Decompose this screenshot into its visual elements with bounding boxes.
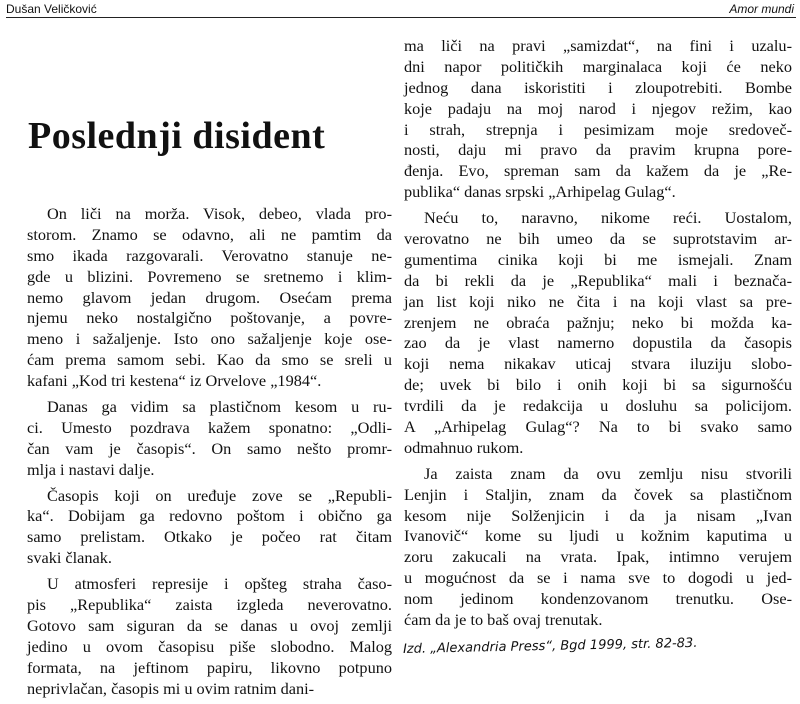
- text-line: U atmosferi represije i opšteg straha časo-: [47, 574, 392, 594]
- paragraph: [404, 208, 792, 459]
- text-line: čan vam je časopis“. On samo nešto promr-: [27, 438, 392, 458]
- text-line: publika“ danas srpski „Arhipelag Gulag“.: [404, 182, 676, 202]
- text-line: meno i sažaljenje. Isto ono sažaljenje koje ose-: [27, 329, 392, 349]
- text-line: verovatno ne bih umeo da se suprotstavim ar-: [404, 229, 792, 249]
- text-line: đenja. Evo, spreman sam da kažem da je „Re-: [404, 161, 792, 181]
- text-line: de; uvek bi bilo i onih koji bi sa sigurnošću: [404, 375, 792, 395]
- text-line: Časopis koji on uređuje zove se „Republi-: [47, 485, 392, 505]
- author-name: Dušan Veličković: [6, 2, 97, 16]
- text-line: Danas ga vidim sa plastičnom kesom u ru-: [47, 397, 392, 417]
- header-rule: [6, 17, 796, 18]
- running-header: [0, 0, 800, 18]
- text-line: Ja zaista znam da ovu zemlju nisu stvorili: [424, 463, 792, 483]
- text-line: njemu neko nostalgično poštovanje, a povre-: [27, 308, 392, 328]
- handwritten-source-note: Izd. „Alexandria Press“, Bgd 1999, str. 82-83.: [402, 635, 698, 657]
- text-line: odmahnuo rukom.: [404, 437, 524, 457]
- text-line: da bi rekli da je „Republika“ mali i beznača-: [404, 270, 792, 290]
- text-line: svaki članak.: [27, 548, 112, 568]
- text-line: koji nema nikakav uticaj stvara iluziju slobo-: [404, 354, 792, 374]
- text-line: jedino u ovom časopisu piše slobodno. Malog: [27, 636, 392, 656]
- text-line: formata, na jeftinom papiru, likovno potpuno: [27, 657, 392, 677]
- text-line: Neću to, naravno, nikome reći. Uostalom,: [424, 208, 792, 228]
- text-line: nosti, daju mi pravo da pravim krupna pore-: [404, 140, 792, 160]
- text-line: kafani „Kod tri kestena“ iz Orvelove „1984“.: [27, 371, 322, 391]
- text-line: gumentima cinika koji bi me ismejali. Znam: [404, 249, 792, 269]
- text-line: neprivlačan, časopis mi u ovim ratnim dani-: [27, 678, 315, 698]
- text-line: dni napor političkih marginalaca koji će neko: [404, 56, 792, 76]
- article-title: Poslednji disident: [28, 115, 326, 157]
- text-line: u mogućnost da se i nama sve to dogodi u jed-: [404, 568, 792, 588]
- text-line: samo prelistam. Otkako je počeo rat čitam: [27, 527, 392, 547]
- section-name: Amor mundi: [729, 2, 794, 16]
- text-line: zao da je vlast namerno dopustila da časopis: [404, 333, 792, 353]
- text-line: zoru zakucali na vrata. Ipak, intimno verujem: [404, 547, 792, 567]
- text-line: nom jedinom kondenzovanom trenutku. Ose-: [404, 589, 792, 609]
- text-line: tvrdili da je redakcija u dosluhu sa policijom.: [404, 396, 792, 416]
- left-column: [27, 204, 392, 704]
- text-line: koje padaju na moj narod i njegov režim, kao: [404, 98, 792, 118]
- text-line: On liči na morža. Visok, debeo, vlada pro-: [47, 204, 392, 223]
- text-line: Gotovo sam siguran da se danas u ovoj zemlji: [27, 615, 392, 635]
- paragraph: [27, 397, 392, 481]
- text-line: i strah, strepnja i pesimizam moje sredoveč-: [404, 119, 792, 139]
- text-line: Lenjin i Staljin, znam da čovek sa plastičnom: [404, 484, 792, 504]
- text-line: kesom nije Solženjicin i da ja nisam „Ivan: [404, 505, 792, 525]
- text-line: ma liči na pravi „samizdat“, na fini i uzalu-: [404, 36, 792, 55]
- text-line: pis „Republika“ zaista izgleda neverovatno.: [27, 595, 392, 615]
- text-line: jan list koji niko ne čita i na koji vlast sa pre-: [404, 291, 792, 311]
- paragraph: [27, 574, 392, 699]
- right-column: [404, 36, 792, 636]
- paragraph: [404, 464, 792, 631]
- paragraph: [404, 36, 792, 203]
- text-line: ćam da je to baš ovaj trenutak.: [404, 610, 603, 630]
- paragraph: [27, 486, 392, 570]
- text-line: A „Arhipelag Gulag“? Na to bi svako samo: [404, 417, 792, 437]
- text-line: gde u blizini. Povremeno se sretnemo i klim-: [27, 266, 392, 286]
- text-line: mlja i nastavi dalje.: [27, 459, 155, 479]
- text-line: storom. Znamo se odavno, ali ne pamtim da: [27, 224, 392, 244]
- text-line: nemo glavom jedan drugom. Osećam prema: [27, 287, 392, 307]
- text-line: jednog dana iskoristiti i zloupotrebiti. Bombe: [404, 77, 792, 97]
- text-line: zrenjem ne obraća pažnju; neko bi možda ka-: [404, 312, 792, 332]
- text-line: Ivanovič“ kome su ljudi u kožnim kaputima u: [404, 526, 792, 546]
- text-line: smo ikada razgovarali. Verovatno stanuje ne-: [27, 245, 392, 265]
- paragraph: [27, 204, 392, 392]
- text-line: ci. Umesto pozdrava kažem sponatno: „Odli-: [27, 417, 392, 437]
- text-line: ka“. Dobijam ga redovno poštom i obično ga: [27, 506, 392, 526]
- text-line: ćam prema samom sebi. Kao da smo se sreli u: [27, 350, 392, 370]
